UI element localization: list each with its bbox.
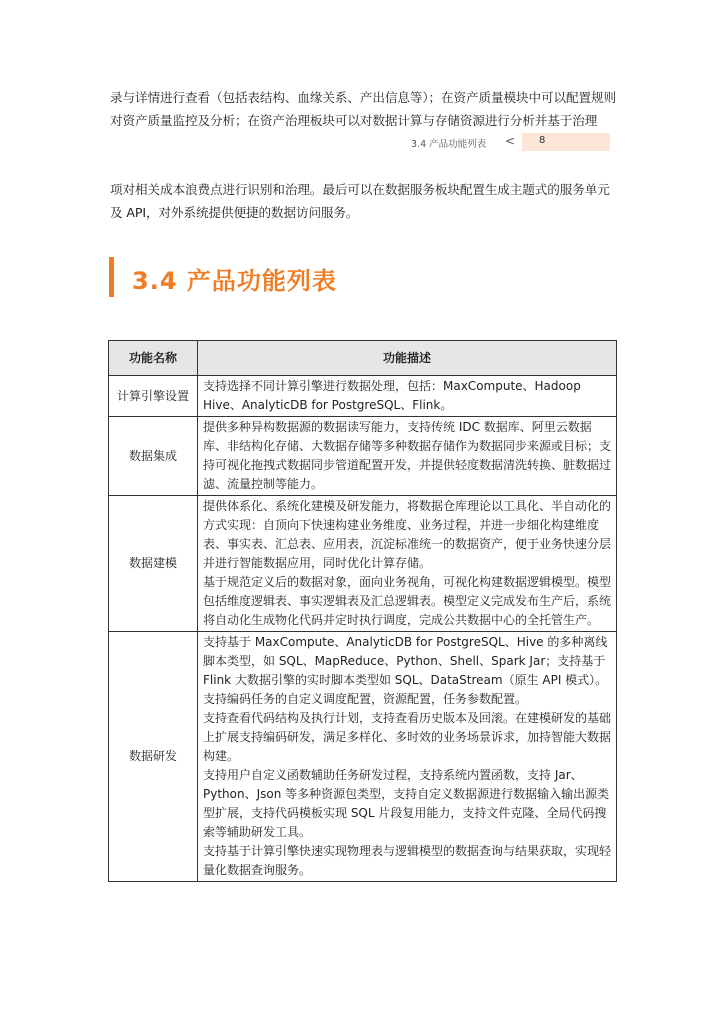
section-title-bar	[109, 257, 114, 297]
desc-paragraph: 提供体系化、系统化建模及研发能力，将数据仓库理论以工具化、半自动化的方式实现：自顶向下快速构建业务维度、业务过程，并进一步细化构建维度表、事实表、汇总表、应用表，沉淀标准统一的数据资产，便于业务快速分层并进行智能数据应用，同时优化计算存储。	[203, 499, 612, 570]
feature-desc	[198, 496, 617, 632]
desc-paragraph: 支持基于 MaxCompute、AnalyticDB for PostgreSQL、Hive 的多种离线脚本类型，如 SQL、MapReduce、Python、Shell、Spark Jar；支持基于 Flink 大数据引擎的实时脚本类型如 SQL、DataStream（原生 API 模式）。支持编码任务的自定义调度配置，资源配置，任务参数配置。	[203, 635, 608, 706]
desc-paragraph: 支持选择不同计算引擎进行数据处理，包括：MaxCompute、Hadoop Hive、AnalyticDB for PostgreSQL、Flink。	[203, 379, 581, 412]
desc-paragraph: 支持基于计算引擎快速实现物理表与逻辑模型的数据查询与结果获取，实现轻量化数据查询服务。	[203, 844, 612, 877]
feature-name: 计算引擎设置	[109, 376, 198, 417]
body-paragraph-top: 录与详情进行查看（包括表结构、血缘关系、产出信息等）；在资产质量模块中可以配置规则对资产质量监控及分析；在资产治理板块可以对数据计算与存储资源进行分析并基于治理	[110, 90, 616, 128]
page-number-box	[522, 133, 610, 151]
feature-name: 数据建模	[109, 496, 198, 632]
table-row	[109, 496, 617, 632]
header-feature-desc: 功能描述	[198, 341, 617, 376]
feature-desc	[198, 417, 617, 496]
page-number: 8	[539, 135, 546, 146]
running-header	[0, 133, 724, 153]
desc-paragraph: 基于规范定义后的数据对象，面向业务视角，可视化构建数据逻辑模型。模型包括维度逻辑表、事实逻辑表及汇总逻辑表。模型定义完成发布生产后，系统将自动化生成物化代码并定时执行调度，完成公共数据中心的全托管生产。	[203, 575, 612, 627]
desc-paragraph: 支持查看代码结构及执行计划，支持查看历史版本及回滚。在建模研发的基础上扩展支持编码研发，满足多样化、多时效的业务场景诉求，加持智能大数据构建。	[203, 711, 612, 763]
header-feature-name: 功能名称	[109, 341, 198, 376]
body-paragraph-second: 项对相关成本浪费点进行识别和治理。最后可以在数据服务板块配置生成主题式的服务单元及 API，对外系统提供便捷的数据访问服务。	[110, 182, 610, 220]
section-title: 3.4 产品功能列表	[132, 267, 337, 295]
desc-paragraph: 提供多种异构数据源的数据读写能力，支持传统 IDC 数据库、阿里云数据库、非结构化存储、大数据存储等多种数据存储作为数据同步来源或目标；支持可视化拖拽式数据同步管道配置开发，并提供轻度数据清洗转换、脏数据过滤、流量控制等能力。	[203, 420, 612, 491]
feature-name: 数据集成	[109, 417, 198, 496]
feature-desc	[198, 376, 617, 417]
feature-desc	[198, 632, 617, 882]
table-header-row	[109, 341, 617, 376]
header-section-title: 3.4 产品功能列表	[411, 139, 487, 150]
prev-page-arrow[interactable]: <	[505, 134, 516, 148]
feature-table	[108, 340, 617, 882]
table-row	[109, 632, 617, 882]
table-row	[109, 417, 617, 496]
desc-paragraph: 支持用户自定义函数辅助任务研发过程，支持系统内置函数，支持 Jar、Python、Json 等多种资源包类型，支持自定义数据源进行数据输入输出源类型扩展，支持代码模板实现 SQL 片段复用能力，支持文件克隆、全局代码搜索等辅助研发工具。	[203, 768, 610, 839]
feature-name: 数据研发	[109, 632, 198, 882]
table-row	[109, 376, 617, 417]
